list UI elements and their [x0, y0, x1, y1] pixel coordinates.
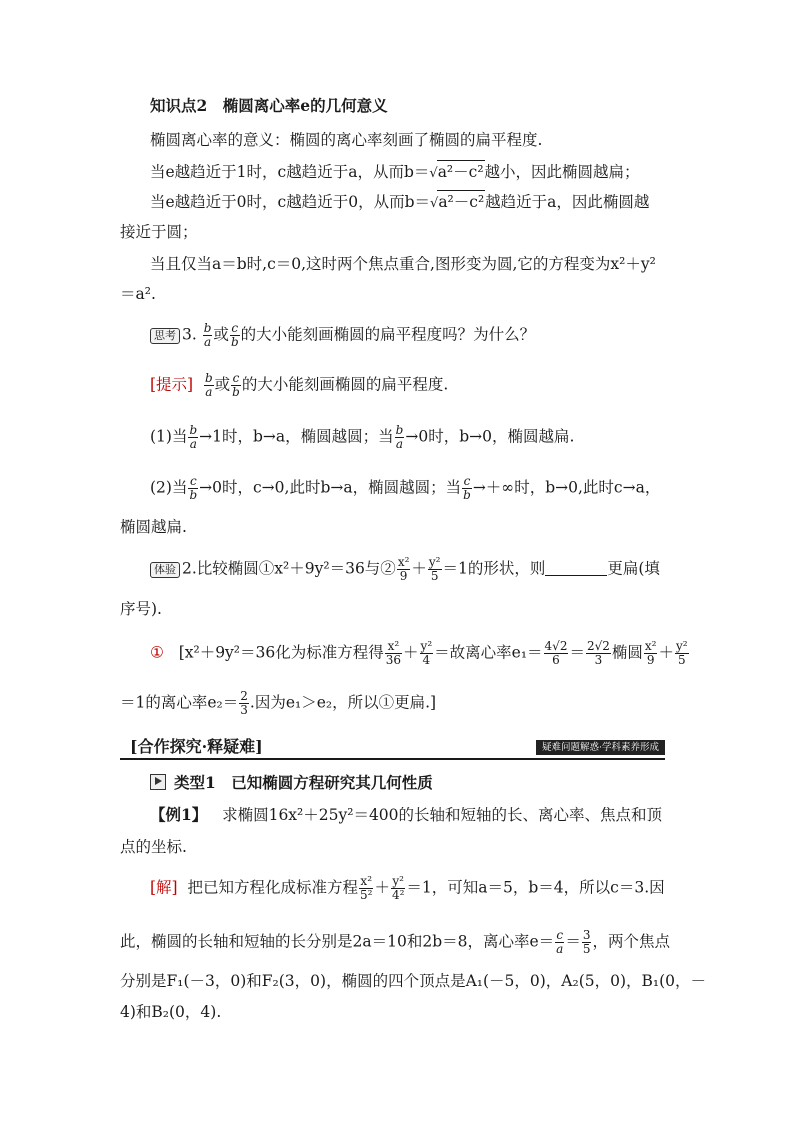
experience-question-cont: 序号). [120, 600, 162, 618]
text-segment: (2)当 [150, 478, 188, 497]
fraction-b-over-a [188, 424, 198, 451]
denominator: b [189, 488, 198, 502]
fraction-y2-over-5 [675, 640, 689, 667]
text-segment: .因为e₁＞e₂，所以①更扁.] [249, 693, 437, 712]
knowledge-point-title: 知识点2 椭圆离心率e的几何意义 [150, 96, 388, 115]
numerator: c [232, 371, 240, 385]
eccentricity-near-zero-cont: 接近于圆； [120, 223, 198, 241]
denominator: a [205, 385, 213, 399]
fraction-b-over-a [204, 372, 214, 399]
numerator: c [231, 321, 239, 335]
solution-line-3: 分别是F₁(－3，0)和F₂(3，0)，椭圆的四个顶点是A₁(－5，0)，A₂(5，0)，B₁(0，－ [120, 972, 707, 990]
numerator: 4√2 [544, 639, 568, 653]
sqrt-expression: a²－c² [437, 160, 485, 183]
text-segment: 更扁(填 [607, 559, 660, 578]
text-segment: ＝1的离心率e₂＝ [120, 693, 239, 712]
denominator: 36 [385, 653, 402, 667]
text-segment: 把已知方程化成标准方程 [187, 878, 358, 897]
numerator: x² [385, 640, 402, 654]
fraction-2-over-3 [239, 690, 249, 717]
numerator: 2√2 [586, 639, 610, 653]
hint-text: 的大小能刻画椭圆的扁平程度. [241, 375, 449, 394]
denominator: 5 [677, 653, 686, 667]
hint-line [150, 372, 448, 399]
fraction-y2-over-4sq [391, 875, 405, 902]
text-segment: 越小，因此椭圆越扁； [484, 163, 640, 181]
sqrt-expression: a²－c² [437, 190, 485, 213]
denominator: b [230, 335, 239, 349]
text-segment: (1)当 [150, 427, 188, 446]
numerator: y² [392, 874, 404, 888]
fraction-c-over-b [231, 372, 241, 399]
solution-tag: [解] [150, 878, 178, 897]
text-segment: →0时，c→0,此时b→a，椭圆越圆；当 [199, 478, 462, 497]
experience-question [150, 556, 660, 583]
denominator: a [204, 335, 212, 349]
type-label: 类型1 已知椭圆方程研究其几何性质 [174, 773, 433, 792]
numerator: x² [397, 555, 410, 569]
denominator: 9 [399, 569, 408, 583]
denominator: b [232, 385, 240, 399]
denominator: 9 [646, 653, 655, 667]
hint-point-2-cont: 椭圆越扁. [120, 518, 187, 536]
question-number: 3. [182, 325, 197, 344]
fraction-y2-over-5 [428, 556, 442, 583]
play-triangle-icon [150, 774, 166, 790]
denominator: 4 [422, 653, 431, 667]
text-segment: 当e越趋近于0时，c越趋近于0，从而b＝ [150, 193, 431, 211]
text-segment: →1时，b→a，椭圆越圆；当 [199, 427, 394, 446]
numerator: c [463, 474, 471, 488]
denominator: a [189, 437, 197, 451]
or-text: 或 [213, 325, 229, 344]
text-segment: 椭圆 [611, 643, 643, 662]
text-segment: →0时，b→0，椭圆越扁. [405, 427, 575, 446]
fraction-4root2-over-6 [544, 640, 569, 667]
hint-point-1 [150, 424, 574, 451]
think-tag: 思考 [150, 328, 180, 344]
fraction-y2-over-4 [420, 640, 434, 667]
denominator: 5 [430, 569, 439, 583]
fraction-c-over-b [462, 475, 472, 502]
hint-point-2 [150, 475, 660, 502]
text-segment: 求椭圆16x²＋25y²＝400的长轴和短轴的长、离心率、焦点和顶 [222, 806, 663, 824]
fraction-c-over-b [230, 322, 240, 349]
think-question [150, 322, 535, 349]
denominator: 4² [391, 888, 405, 902]
text-segment: [x²＋9y²＝36化为标准方程得 [178, 643, 384, 662]
denominator: 5 [582, 942, 591, 956]
numerator: y² [676, 639, 688, 653]
experience-solution-cont [120, 690, 436, 717]
example-label: 【例1】 [150, 805, 208, 824]
numerator: b [189, 423, 198, 437]
text-segment: 比较椭圆①x²＋9y²＝36与② [196, 559, 396, 578]
denominator: a [395, 437, 404, 451]
numerator: y² [428, 555, 441, 569]
fraction-c-over-a [555, 929, 564, 956]
fraction-x2-over-9 [644, 640, 658, 667]
or-text: 或 [214, 375, 231, 394]
denominator: 3 [594, 653, 603, 667]
text-segment: ＋ [411, 559, 427, 578]
section-badge: 疑难问题解惑·学科素养形成 [536, 740, 665, 755]
answer-text: ① [150, 643, 164, 662]
numerator: 3 [582, 928, 591, 942]
numerator: 2 [240, 689, 248, 703]
solution-line-2: 此，椭圆的长轴和短轴的长分别是2a＝10和2b＝8，离心率e＝ $\frac{c}{a}$ ＝ $\frac{3}{5}$ ，两个焦点 [120, 928, 670, 956]
numerator: b [204, 371, 213, 385]
denominator: 5² [359, 888, 373, 902]
denominator: 6 [552, 653, 560, 667]
fraction-b-over-a [203, 322, 213, 349]
section-header [120, 732, 665, 760]
text-segment: ＝1，可知a＝5，b＝4，所以c＝3.因 [406, 878, 665, 897]
numerator: c [556, 928, 564, 942]
denominator: b [463, 488, 471, 502]
fraction-2root2-over-3 [586, 640, 611, 667]
fraction-x2-over-9 [397, 556, 411, 583]
text-segment: ，两个焦点 [592, 932, 670, 951]
answer-blank[interactable] [545, 559, 607, 576]
experience-tag: 体验 [150, 562, 180, 578]
eccentricity-meaning: 椭圆离心率的意义：椭圆的离心率刻画了椭圆的扁平程度. [150, 131, 543, 149]
denominator: 3 [240, 703, 248, 717]
hint-tag: [提示] [150, 375, 194, 394]
text-segment: 此，椭圆的长轴和短轴的长分别是2a＝10和2b＝8，离心率e＝ [120, 932, 555, 951]
numerator: x² [644, 639, 657, 653]
text-segment: ＝故离心率e₁＝ [434, 643, 543, 662]
fraction-x2-over-36 [385, 640, 402, 667]
eccentricity-near-one: 当e越趋近于1时，c越趋近于a，从而b＝√a²－c²越小，因此椭圆越扁； [150, 160, 640, 185]
text-segment: 越趋近于a，因此椭圆越 [485, 193, 650, 211]
denominator: a [556, 942, 564, 956]
circle-case: 当且仅当a＝b时,c＝0,这时两个焦点重合,图形变为圆,它的方程变为x²＋y² [150, 255, 656, 273]
text-segment: ＝1的形状，则 [442, 559, 546, 578]
numerator: y² [420, 639, 433, 653]
solution-line-4: 4)和B₂(0，4). [120, 1003, 222, 1021]
fraction-3-over-5 [582, 929, 592, 956]
eccentricity-near-zero: 当e越趋近于0时，c越趋近于0，从而b＝√a²－c²越趋近于a，因此椭圆越 [150, 190, 649, 215]
question-text: 的大小能刻画椭圆的扁平程度吗？为什么？ [240, 325, 536, 344]
numerator: c [189, 474, 197, 488]
fraction-c-over-b [188, 475, 198, 502]
section-divider [120, 758, 665, 760]
section-title: [合作探究·释疑难] [130, 737, 263, 756]
example-1 [150, 804, 662, 826]
experience-solution: ① [x²＋9y²＝36化为标准方程得 $\frac{\text{x²}}{36}$ ＋ $\frac{\text{y²}}{4}$ ＝故离心率e₁＝ $\frac{4√2}{6}$ ＝ $\frac{2√2}{3}$ 椭圆 $\frac{\text{x²}}{9}$ ＋ $\frac{\text{y²}}{5}$ [150, 639, 688, 667]
numerator: x² [360, 874, 372, 888]
type-heading [150, 772, 433, 794]
fraction-b-over-a [395, 424, 405, 451]
question-number: 2. [182, 559, 197, 578]
text-segment: →＋∞时，b→0,此时c→a， [472, 478, 661, 497]
solution-line-1: [解] 把已知方程化成标准方程 $\frac{\text{x²}}{\text{5²}}$ ＋ $\frac{\text{y²}}{\text{4²}}$ ＝1，可知a＝5，b＝4，所以c＝3.因 [150, 874, 665, 902]
example-1-cont: 点的坐标. [120, 838, 187, 856]
fraction-x2-over-5sq [359, 875, 373, 902]
numerator: b [395, 423, 404, 437]
numerator: b [203, 321, 212, 335]
text-segment: 当e越趋近于1时，c越趋近于a，从而b＝ [150, 163, 430, 181]
circle-case-cont: ＝a². [120, 285, 156, 303]
